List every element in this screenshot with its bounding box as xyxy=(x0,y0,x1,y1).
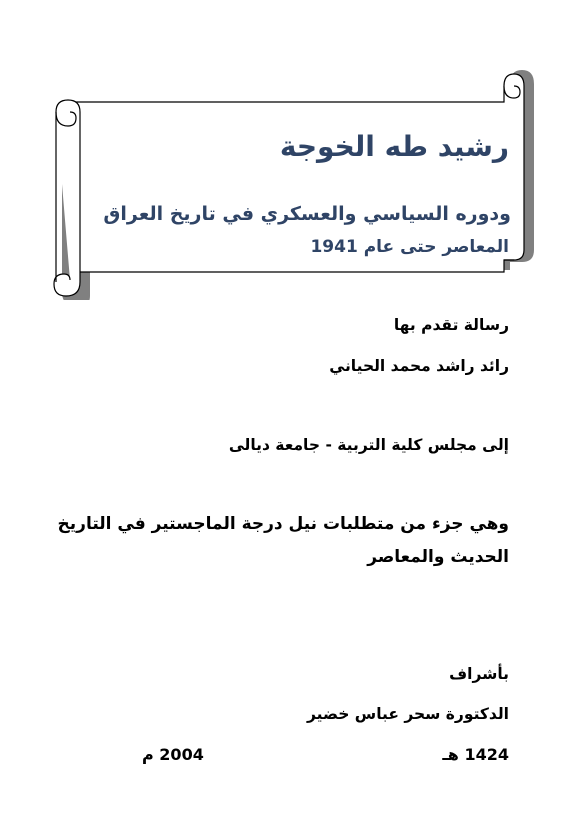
document-subtitle-line1: ودوره السياسي والعسكري في تاريخ العراق xyxy=(103,203,511,225)
scroll-body xyxy=(54,74,524,296)
document-title: رشيد طه الخوجة xyxy=(279,130,509,163)
purpose-line1: وهي جزء من متطلبات نيل درجة الماجستير في التاريخ xyxy=(57,514,509,534)
council-line: إلى مجلس كلية التربية - جامعة ديالى xyxy=(228,436,509,454)
document-subtitle-line2: المعاصر حتى عام 1941 xyxy=(310,237,509,257)
date-hijri: 1424 هـ xyxy=(442,745,509,764)
supervisor-name: الدكتورة سحر عباس خضير xyxy=(307,705,509,723)
supervision-label: بأشراف xyxy=(449,665,509,683)
date-gregorian: 2004 م xyxy=(142,745,204,764)
author-name: رائد راشد محمد الحياني xyxy=(329,357,509,375)
purpose-line2: الحديث والمعاصر xyxy=(367,547,509,567)
submitted-by-label: رسالة تقدم بها xyxy=(393,316,509,334)
